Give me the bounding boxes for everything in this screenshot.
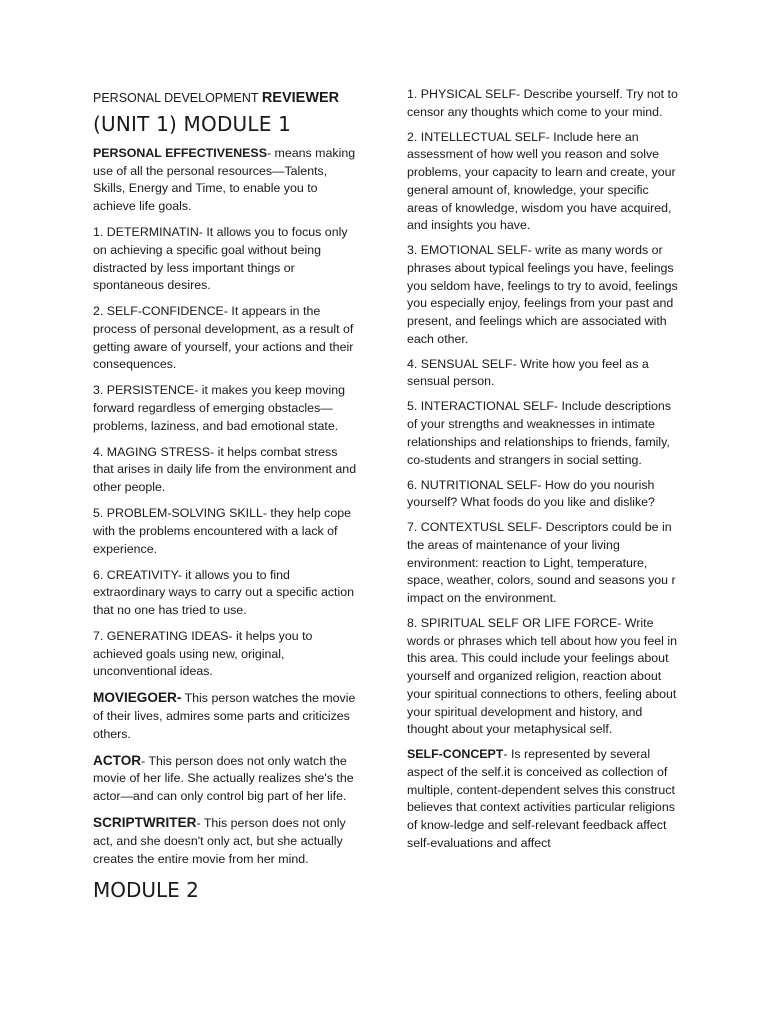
header-reviewer: REVIEWER [261, 90, 340, 106]
header-prefix: PERSONAL DEVELOPMENT [93, 91, 262, 105]
right-column [407, 86, 679, 860]
personal-effectiveness-term: PERSONAL EFFECTIVENESS [93, 146, 267, 160]
list-item: 7. CONTEXTUSL SELF- Descriptors could be in the areas of maintenance of your living environment: reaction to Light, temperature, space, weather, colors, sound and seasons you r impact on the environment. [407, 520, 676, 606]
list-item: 1. PHYSICAL SELF- Describe yourself. Try not to censor any thoughts which come to your mind. [407, 87, 678, 119]
scriptwriter-term: SCRIPTWRITER [93, 815, 197, 831]
list-item: 1. DETERMINATIN- It allows you to focus only on achieving a specific goal without being distracted by less important things or spontaneous desires. [93, 225, 348, 293]
actor-paragraph [93, 752, 361, 806]
list-item: 8. SPIRITUAL SELF OR LIFE FORCE- Write words or phrases which tell about how you feel in this area. This could include your feelings about yourself and organized religion, reaction about your spiritual connections to others, feeling about your spiritual development and history, and thought about your metaphysical self. [407, 616, 677, 737]
list-item: 6. CREATIVITY- it allows you to find extraordinary ways to carry out a specific action that no one has tried to use. [93, 567, 355, 617]
moviegoer-term: MOVIEGOER- [93, 690, 182, 706]
self-concept-paragraph [407, 746, 679, 852]
list-item: 2. SELF-CONFIDENCE- It appears in the process of personal development, as a result of getting aware of yourself, your actions and their consequences. [93, 304, 354, 372]
list-item: 7. GENERATING IDEAS- it helps you to achieved goals using new, original, unconventional ideas. [93, 628, 313, 679]
list-item: 5. INTERACTIONAL SELF- Include descriptions of your strengths and weaknesses in intimate relationships and relationships to friends, family, co-students and strangers in social setting. [407, 399, 671, 467]
module-2-heading: MODULE 2 [93, 877, 199, 902]
scriptwriter-text: - This person does not only act, and she doesn't only act, but she actually creates the entire movie from her mind. [93, 816, 346, 866]
document-header [93, 89, 361, 107]
list-item: 4. MAGING STRESS- it helps combat stress that arises in daily life from the environment and other people. [93, 444, 357, 495]
list-item: 3. EMOTIONAL SELF- write as many words or phrases about typical feelings you have, feelings you seldom have, feelings to try to avoid, feelings you especially enjoy, feelings from your past and present, and feelings which are associated with each other. [407, 243, 678, 346]
self-concept-text: - Is represented by several aspect of the self.it is conceived as collection of multiple, content-dependent selves this construct believes that context activities particular religions of know-ledge and self-relevant feedback affect self-evaluations and affect [407, 747, 675, 850]
list-item: 4. SENSUAL SELF- Write how you feel as a sensual person. [407, 356, 649, 389]
list-item: 5. PROBLEM-SOLVING SKILL- they help cope with the problems encountered with a lack of experience. [93, 506, 352, 556]
personal-effectiveness-paragraph [93, 145, 361, 216]
self-concept-term: SELF-CONCEPT [407, 747, 504, 762]
actor-term: ACTOR [93, 752, 142, 768]
list-item: 2. INTELLECTUAL SELF- Include here an assessment of how well you reason and solve problems, your capacity to learn and create, your general amount of, knowledge, your specific areas of knowledge, wisdom you have acquired, and insights you have. [407, 129, 676, 233]
left-column [93, 86, 361, 903]
actor-text: - This person does not only watch the movie of her life. She actually realizes she's the actor—and can only control big part of her life. [93, 753, 354, 804]
scriptwriter-paragraph [93, 814, 361, 868]
personal-effectiveness-text: - means making use of all the personal resources—Talents, Skills, Energy and Time, to enable you to achieve life goals. [93, 146, 356, 214]
moviegoer-paragraph [93, 689, 361, 743]
moviegoer-text: This person watches the movie of their lives, admires some parts and criticizes others. [93, 691, 356, 741]
unit-heading: (UNIT 1) MODULE 1 [93, 112, 292, 136]
list-item: 6. NUTRITIONAL SELF- How do you nourish yourself? What foods do you like and dislike? [407, 477, 655, 510]
list-item: 3. PERSISTENCE- it makes you keep moving forward regardless of emerging obstacles—problems, laziness, and bad emotional state. [93, 383, 346, 433]
